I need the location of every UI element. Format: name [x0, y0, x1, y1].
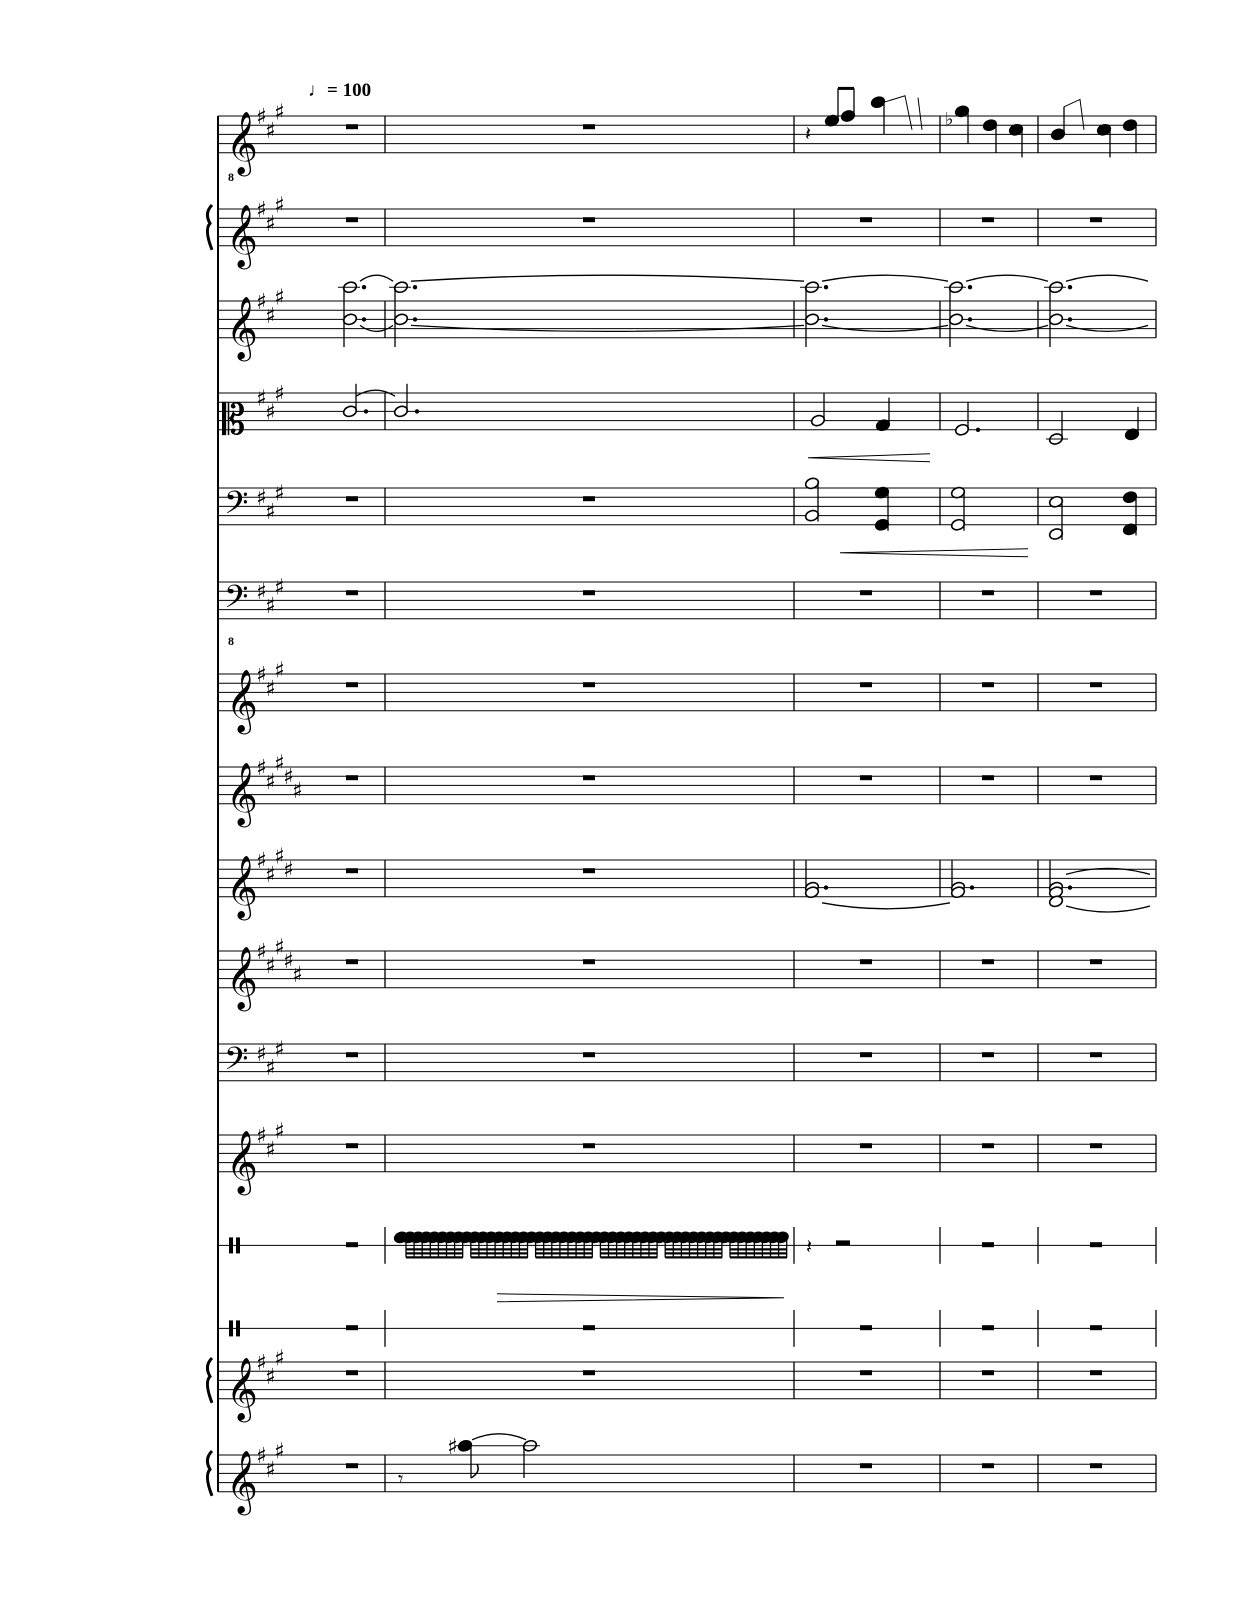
key-sharp-icon: ♯: [265, 676, 276, 702]
key-sharp-icon: ♯: [256, 1351, 267, 1376]
measure-rest-icon: [1090, 775, 1102, 780]
measure-rest-icon: [583, 1325, 595, 1330]
treble-clef-icon: 𝄞: [226, 945, 258, 1009]
treble-clef-icon: 𝄞: [226, 1449, 258, 1513]
key-sharp-icon: ♯: [274, 935, 285, 961]
measure-rest-icon: [346, 1052, 358, 1057]
key-sharp-icon: ♯: [274, 1346, 285, 1372]
measure-rest-icon: [346, 1143, 358, 1148]
key-sharp-icon: ♯: [265, 769, 276, 795]
measure-rest-icon: [346, 217, 358, 222]
measure-rest-icon: [583, 217, 595, 222]
bass-clef-icon: 𝄢: [224, 1040, 249, 1085]
augmentation-dot: [1068, 885, 1072, 889]
augmentation-dot: [413, 317, 417, 321]
half-rest-icon: [836, 1240, 850, 1245]
measure-rest-icon: [583, 1370, 595, 1375]
measure-rest-icon: [860, 590, 872, 595]
measure-rest-icon: [346, 1242, 358, 1247]
key-sharp-icon: ♯: [274, 844, 285, 870]
key-sharp-icon: ♯: [256, 756, 267, 781]
augmentation-dot: [364, 409, 368, 413]
measure-rest-icon: [982, 775, 994, 780]
brace-icon: [207, 1451, 212, 1496]
measure-rest-icon: [346, 590, 358, 595]
measure-rest-icon: [1090, 590, 1102, 595]
measure-rest-icon: [346, 124, 358, 129]
measure-rest-icon: [982, 1143, 994, 1148]
eighth-rest-icon: 𝄾: [398, 1466, 404, 1491]
measure-rest-icon: [1090, 1370, 1102, 1375]
alto-clef-icon: 𝄡: [222, 394, 246, 444]
measure-rest-icon: [860, 1370, 872, 1375]
key-sharp-icon: ♯: [274, 100, 285, 126]
measure-rest-icon: [982, 682, 994, 687]
augmentation-dot: [968, 317, 972, 321]
key-sharp-icon: ♯: [256, 486, 267, 512]
flag-icon: [471, 1464, 478, 1478]
key-sharp-icon: ♯: [292, 779, 303, 804]
key-sharp-icon: ♯: [256, 198, 267, 223]
measure-rest-icon: [982, 1325, 994, 1330]
measure-rest-icon: [583, 1143, 595, 1148]
bass-clef-icon: 𝄢: [224, 578, 249, 623]
augmentation-dot: [1068, 317, 1072, 321]
percussion-clef-icon: [236, 1237, 240, 1253]
measure-rest-icon: [346, 868, 358, 873]
measure-rest-icon: [860, 1463, 872, 1468]
key-sharp-icon: ♯: [256, 1444, 267, 1469]
augmentation-dot: [824, 317, 828, 321]
augmentation-dot: [968, 285, 972, 289]
decrescendo-hairpin: [497, 1294, 784, 1302]
key-sharp-icon: ♯: [274, 751, 285, 777]
tie: [822, 903, 950, 909]
octave-marker-icon: 8: [228, 633, 234, 648]
key-sharp-icon: ♯: [265, 1457, 276, 1483]
measure-rest-icon: [982, 1242, 994, 1247]
measure-rest-icon: [583, 590, 595, 595]
quarter-rest-icon: 𝄽: [805, 121, 812, 146]
key-sharp-icon: ♯: [274, 382, 285, 407]
treble-clef-icon: 𝄞: [226, 1356, 258, 1420]
key-sharp-icon: ♯: [274, 1037, 285, 1063]
augmentation-dot: [413, 285, 417, 289]
measure-rest-icon: [346, 1463, 358, 1468]
treble-clef-icon: 𝄞: [226, 295, 258, 359]
key-sharp-icon: ♯: [256, 386, 267, 412]
treble-clef-icon: 𝄞: [226, 668, 258, 732]
measure-rest-icon: [583, 1052, 595, 1057]
measure-rest-icon: [346, 682, 358, 687]
measure-rest-icon: [860, 959, 872, 964]
measure-rest-icon: [346, 496, 358, 501]
measure-rest-icon: [583, 868, 595, 873]
key-sharp-icon: ♯: [265, 303, 276, 329]
augmentation-dot: [362, 285, 366, 289]
key-sharp-icon: ♯: [265, 953, 276, 979]
tie: [360, 275, 393, 281]
measure-rest-icon: [982, 590, 994, 595]
measure-rest-icon: [346, 1325, 358, 1330]
treble-clef-icon: 𝄞: [226, 761, 258, 825]
brace-icon: [207, 1358, 212, 1403]
key-sharp-icon: ♯: [274, 1439, 285, 1465]
measure-rest-icon: [860, 1325, 872, 1330]
treble-clef-icon: 𝄞: [226, 203, 258, 267]
measure-rest-icon: [583, 496, 595, 501]
augmentation-dot: [362, 317, 366, 321]
measure-rest-icon: [1090, 682, 1102, 687]
key-sharp-icon: ♯: [292, 963, 303, 988]
measure-rest-icon: [346, 775, 358, 780]
tie: [1066, 275, 1148, 281]
key-sharp-icon: ♯: [265, 400, 276, 426]
measure-rest-icon: [860, 1052, 872, 1057]
percussion-clef-icon: [229, 1320, 233, 1336]
measure-rest-icon: [1090, 1143, 1102, 1148]
measure-rest-icon: [860, 217, 872, 222]
flat-icon: ♭: [945, 109, 954, 130]
key-sharp-icon: ♯: [274, 1119, 285, 1145]
key-sharp-icon: ♯: [274, 575, 285, 601]
bass-clef-icon: 𝄢: [224, 484, 249, 529]
treble-clef-icon: 𝄞: [226, 854, 258, 918]
brace-icon: [207, 205, 212, 250]
measure-rest-icon: [982, 217, 994, 222]
octave-marker-icon: 8: [228, 169, 234, 184]
augmentation-dot: [970, 885, 974, 889]
augmentation-dot: [415, 409, 419, 413]
key-sharp-icon: ♯: [256, 580, 267, 606]
crescendo-hairpin: [808, 454, 930, 462]
measure-rest-icon: [982, 959, 994, 964]
quarter-note-icon: ♩: [308, 80, 327, 101]
quarter-rest-icon: 𝄽: [806, 1234, 813, 1259]
sharp-icon: ♯: [447, 1434, 458, 1460]
key-sharp-icon: ♯: [274, 481, 285, 507]
measure-rest-icon: [1090, 1325, 1102, 1330]
measure-rest-icon: [1090, 217, 1102, 222]
augmentation-dot: [1068, 285, 1072, 289]
key-sharp-icon: ♯: [283, 765, 294, 791]
measure-rest-icon: [1090, 1463, 1102, 1468]
key-sharp-icon: ♯: [256, 849, 267, 874]
percussion-clef-icon: [236, 1320, 240, 1336]
measure-rest-icon: [346, 1370, 358, 1375]
key-sharp-icon: ♯: [256, 1042, 267, 1068]
key-sharp-icon: ♯: [265, 500, 276, 525]
measure-rest-icon: [346, 959, 358, 964]
measure-rest-icon: [1090, 1052, 1102, 1057]
key-sharp-icon: ♯: [265, 211, 276, 237]
augmentation-dot: [824, 285, 828, 289]
percussion-clef-icon: [229, 1237, 233, 1253]
key-sharp-icon: ♯: [265, 862, 276, 888]
key-sharp-icon: ♯: [256, 940, 267, 965]
measure-rest-icon: [1090, 959, 1102, 964]
key-sharp-icon: ♯: [256, 290, 267, 315]
measure-rest-icon: [860, 775, 872, 780]
measure-rest-icon: [583, 959, 595, 964]
key-sharp-icon: ♯: [265, 1137, 276, 1163]
measure-rest-icon: [583, 775, 595, 780]
measure-rest-icon: [583, 124, 595, 129]
treble-clef-icon: 𝄞: [226, 1129, 258, 1193]
key-sharp-icon: ♯: [265, 594, 276, 619]
key-sharp-icon: ♯: [274, 193, 285, 219]
key-sharp-icon: ♯: [265, 1364, 276, 1390]
key-sharp-icon: ♯: [256, 1124, 267, 1149]
measure-rest-icon: [1090, 1242, 1102, 1247]
augmentation-dot: [824, 885, 828, 889]
key-sharp-icon: ♯: [283, 949, 294, 975]
key-sharp-icon: ♯: [265, 118, 276, 144]
measure-rest-icon: [860, 682, 872, 687]
measure-rest-icon: [583, 682, 595, 687]
tie: [411, 275, 804, 281]
key-sharp-icon: ♯: [256, 105, 267, 130]
key-sharp-icon: ♯: [274, 658, 285, 684]
crescendo-hairpin: [840, 549, 1028, 557]
tie: [966, 275, 1048, 281]
measure-rest-icon: [982, 1370, 994, 1375]
measure-rest-icon: [860, 1143, 872, 1148]
key-sharp-icon: ♯: [256, 663, 267, 688]
tie: [822, 275, 948, 281]
tempo-value: = 100: [327, 80, 372, 101]
tie: [1066, 906, 1150, 912]
key-sharp-icon: ♯: [283, 858, 294, 884]
key-sharp-icon: ♯: [265, 1056, 276, 1081]
augmentation-dot: [976, 428, 980, 432]
bend-arrow-icon: [884, 96, 912, 130]
key-sharp-icon: ♯: [274, 285, 285, 311]
measure-rest-icon: [982, 1463, 994, 1468]
measure-rest-icon: [982, 1052, 994, 1057]
tie: [472, 1434, 526, 1440]
treble-clef-icon: 𝄞: [226, 110, 258, 174]
